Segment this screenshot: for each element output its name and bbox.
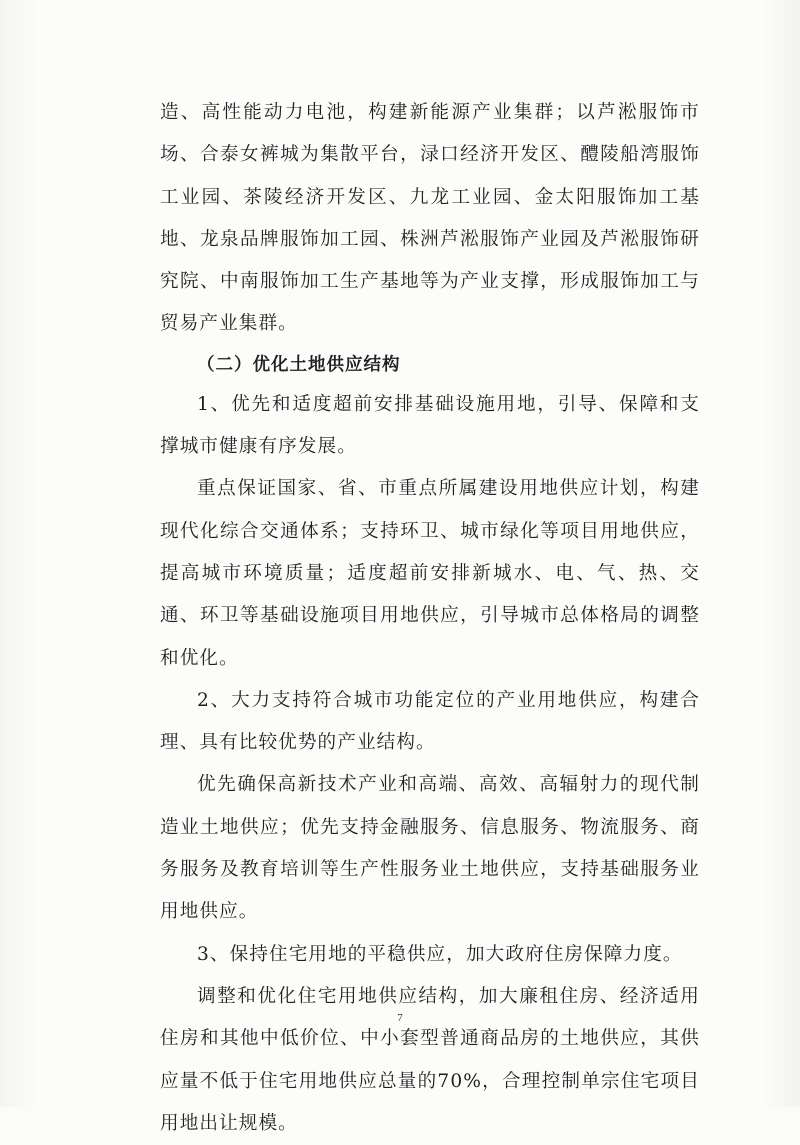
paragraph-item-3: 3、保持住宅用地的平稳供应，加大政府住房保障力度。 (197, 943, 683, 965)
paragraph-item-2-detail: 优先确保高新技术产业和高端、高效、高辐射力的现代制造业土地供应；优先支持金融服务、信息服务、物流服务、商务服务及教育培训等生产性服务业土地供应，支持基础服务业用地供应。 (160, 774, 700, 923)
document-body (160, 92, 700, 1145)
page-number: 7 (397, 1012, 403, 1024)
paragraph-item-2: 2、大力支持符合城市功能定位的产业用地供应，构建合理、具有比较优势的产业结构。 (160, 689, 700, 754)
paragraph-item-3-detail: 调整和优化住宅用地供应结构，加大廉租住房、经济适用住房和其他中低价位、中小套型普通商品房的土地供应，其供应量不低于住宅用地供应总量的70%，合理控制单宗住宅项目用地出让规模。 (160, 985, 700, 1134)
paragraph-industry-clusters: 造、高性能动力电池，构建新能源产业集群；以芦淞服饰市场、合泰女裤城为集散平台，渌口经济开发区、醴陵船湾服饰工业园、茶陵经济开发区、九龙工业园、金太阳服饰加工基地、龙泉品牌服饰加工园、株洲芦淞服饰产业园及芦淞服饰研究院、中南服饰加工生产基地等为产业支撑，形成服饰加工与贸易产业集群。 (160, 102, 700, 335)
paragraph-item-1-detail: 重点保证国家、省、市重点所属建设用地供应计划，构建现代化综合交通体系；支持环卫、城市绿化等项目用地供应，提高城市环境质量；适度超前安排新城水、电、气、热、交通、环卫等基础设施项目用地供应，引导城市总体格局的调整和优化。 (160, 478, 700, 669)
paragraph-item-1: 1、优先和适度超前安排基础设施用地，引导、保障和支撑城市健康有序发展。 (160, 393, 700, 458)
section-heading-land-supply: （二）优化土地供应结构 (197, 354, 401, 375)
